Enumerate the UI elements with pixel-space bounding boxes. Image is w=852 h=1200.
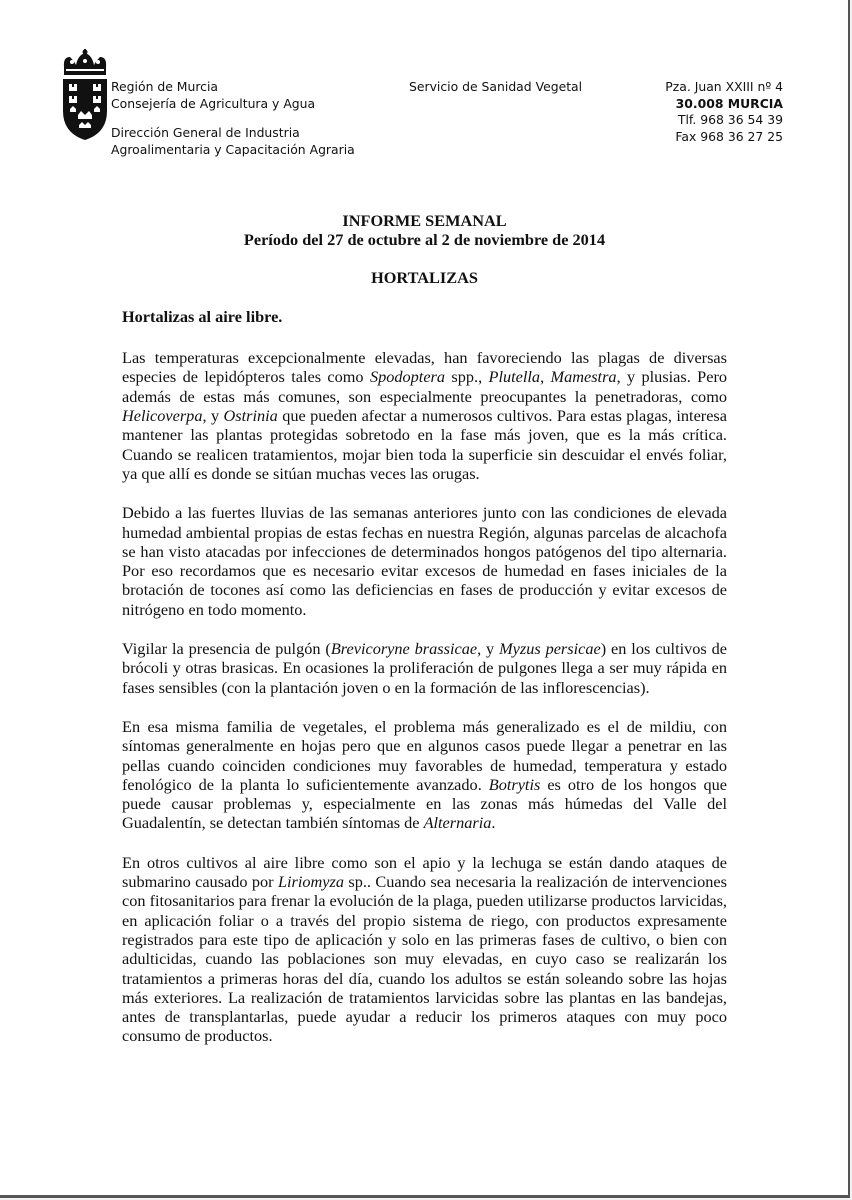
- species-name: Helicoverpa: [122, 406, 203, 426]
- report-period: Período del 27 de octubre al 2 de noviembre de 2014: [243, 230, 606, 250]
- text-run: que pueden afectar a numerosos cultivos. Para estas plagas, interesa mantener las plantas protegidas sobretodo en la fase más joven, que es la más crítica. Cuando se realicen tratamientos, mojar bien toda la superficie sin descuidar el envés foliar, ya que allí es donde se sitúan muchas veces las orugas.: [122, 406, 727, 483]
- text-run: En esa misma familia de vegetales, el problema más generalizado es el de mildiu, con síntomas generalmente en hojas pero que en algunos casos puede llegar a penetrar en las pellas cuando coinciden condiciones muy favorables de humedad, temperatura y estado fenológico de la planta lo suficientemente avanzado.: [122, 716, 727, 794]
- dept-line-2: Agroalimentaria y Capacitación Agraria: [111, 141, 355, 157]
- text-run: ) en los cultivos de brócoli y otras brasicas. En ocasiones la proliferación de pulgones llega a ser muy rápida en fases sensibles (con la plantación joven o en la formación de las inflorescencias).: [122, 639, 728, 697]
- text-run: En otros cultivos al aire libre como son el apio y la lechuga se están dando ataques de submarino causado por: [122, 852, 727, 892]
- text-run: sp.. Cuando sea necesaria la realización de intervenciones con fitosanitarios para frenar la evolución de la plaga, pueden utilizarse productos larvicidas, en aplicación foliar o a través del propio sistema de riego, con productos expresamente registrados para este tipo de aplicación y solo en las primeras fases de cultivo, o bien con adulticidas, cuando las poblaciones son muy elevadas, en cuyo caso se realizarán los tratamientos a primeras horas del día, cuando los adultos se están soleando sobre las hojas más exteriores. La realización de tratamientos larvicidas sobre las plantas en las bandejas, antes de transplantarlas, puede ayudar a reducir los primeros ataques con muy poco consumo de productos.: [122, 872, 727, 1046]
- species-name: Ostrinia: [223, 406, 278, 426]
- paragraph-3: [122, 639, 727, 697]
- paragraph-5: [122, 853, 727, 1046]
- address-city: 30.008 MURCIA: [675, 95, 783, 111]
- paragraph-4: [122, 717, 727, 833]
- text-run: Las temperaturas excepcionalmente elevadas, han favoreciendo las plagas de diversas especies de lepidópteros tales como: [122, 348, 727, 387]
- text-run: , y plusias. Pero además de estas más comunes, son especialmente preocupantes la penetradoras, como: [122, 367, 728, 406]
- species-name: Liriomyza: [277, 872, 345, 892]
- org-ministry: Consejería de Agricultura y Agua: [111, 95, 316, 111]
- org-name: Región de Murcia: [111, 79, 218, 94]
- dept-line-1: Dirección General de Industria: [111, 125, 300, 140]
- dept-block: [111, 125, 355, 158]
- service-name: Servicio de Sanidad Vegetal: [409, 79, 583, 94]
- text-run: spp.,: [445, 367, 489, 387]
- phone-number: Tlf. 968 36 54 39: [677, 112, 783, 127]
- region-coat-of-arms-logo: [60, 49, 110, 141]
- paragraph-2: Debido a las fuertes lluvias de las semanas anteriores junto con las condiciones de elevada humedad ambiental propias de estas fechas en nuestra Región, algunas parcelas de alcachofa se han visto atacadas por infecciones de determinados hongos patógenos del tipo alternaria. Por eso recordamos que es necesario evitar excesos de humedad en fases iniciales de la brotación de tocones así como las deficiencias en fases de producción y evitar excesos de nitrógeno en todo momento.: [122, 503, 727, 619]
- org-block: [111, 79, 315, 112]
- species-name: Spodoptera: [369, 367, 446, 387]
- text-run: , y: [477, 639, 500, 659]
- text-run: Vigilar la presencia de pulgón (: [122, 639, 331, 659]
- text-run: ,: [540, 367, 551, 387]
- species-name: Plutella: [488, 367, 541, 387]
- species-name: Brevicoryne brassicae: [330, 639, 478, 659]
- text-run: , y: [202, 406, 224, 426]
- species-name: Alternaria: [423, 813, 492, 833]
- species-name: Myzus persicae: [499, 639, 601, 659]
- text-run: es otro de los hongos que puede causar problemas y, especialmente en las zonas más húmedas del Valle del Guadalentín, se detectan también síntomas de: [122, 774, 727, 833]
- species-name: Botrytis: [488, 774, 541, 794]
- report-title: INFORME SEMANAL: [342, 211, 507, 230]
- address-block: [665, 79, 783, 145]
- report-body: [122, 211, 727, 1046]
- fax-number: Fax 968 36 27 25: [675, 128, 783, 144]
- subsection-heading: Hortalizas al aire libre.: [122, 306, 283, 326]
- address-street: Pza. Juan XXIII nº 4: [665, 79, 783, 94]
- text-run: .: [491, 813, 496, 833]
- paragraph-1: [122, 348, 727, 483]
- section-heading: HORTALIZAS: [371, 267, 478, 287]
- species-name: Mamestra: [550, 367, 617, 387]
